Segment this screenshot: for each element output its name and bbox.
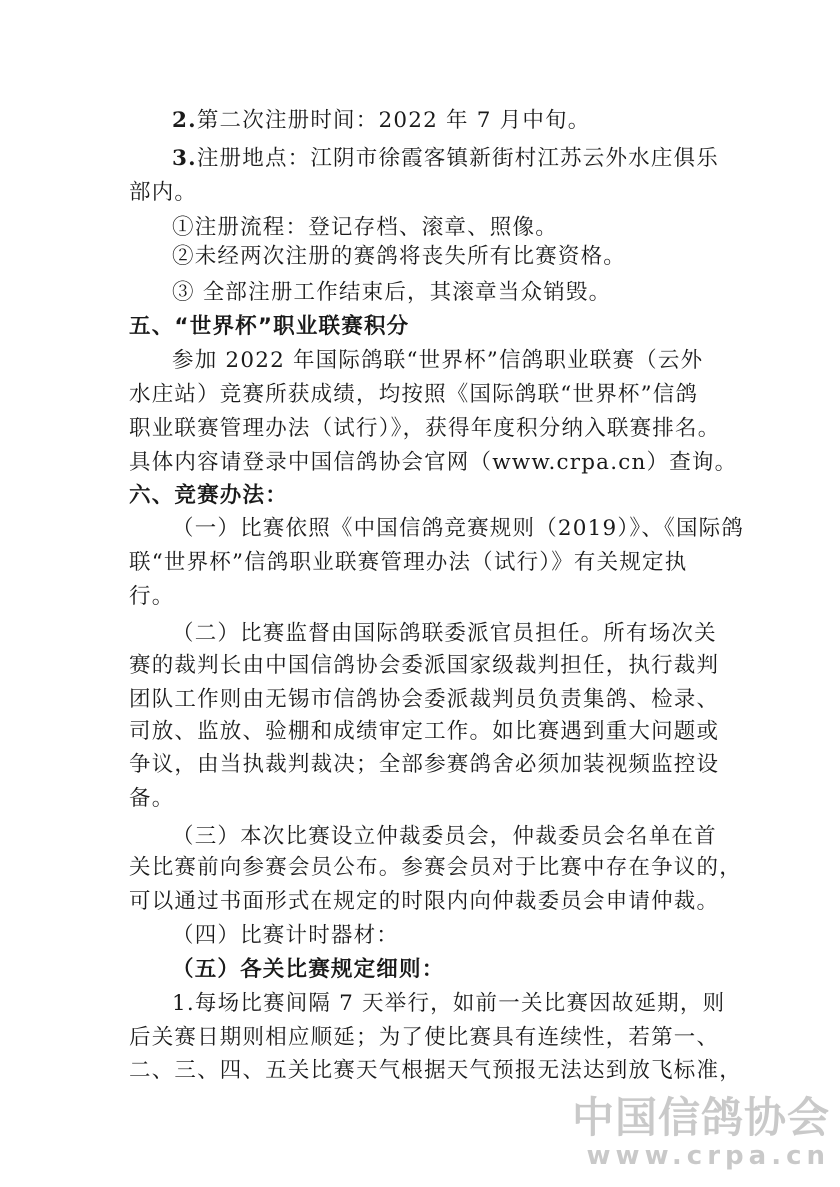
paragraph-line: 具体内容请登录中国信鸽协会官网（www.crpa.cn）查询。 xyxy=(129,450,738,475)
paragraph-line: 团队工作则由无锡市信鸽协会委派裁判员负责集鸽、检录、 xyxy=(129,687,720,712)
section-heading-six: 六、竞赛办法： xyxy=(129,483,288,508)
paragraph-line: （一）比赛依照《中国信鸽竞赛规则（2019）》、《国际鸽 xyxy=(172,516,745,541)
paragraph-line: 行。 xyxy=(129,584,175,609)
paragraph-line: 参加 2022 年国际鸽联“世界杯”信鸽职业联赛（云外 xyxy=(172,348,704,373)
registration-rule-line: ②未经两次注册的赛鸽将丧失所有比赛资格。 xyxy=(172,244,627,269)
paragraph-line: 赛的裁判长由中国信鸽协会委派国家级裁判担任，执行裁判 xyxy=(129,653,720,678)
registration-rule-line: ③ 全部注册工作结束后，其滚章当众销毁。 xyxy=(172,280,612,305)
paragraph-line: 职业联赛管理办法（试行）》，获得年度积分纳入联赛排名。 xyxy=(129,416,721,441)
paragraph-line: （二）比赛监督由国际鸽联委派官员担任。所有场次关 xyxy=(172,621,717,646)
paragraph-line: 联“世界杯”信鸽职业联赛管理办法（试行）》有关规定执 xyxy=(129,550,688,575)
paragraph-line: 水庄站）竞赛所获成绩，均按照《国际鸽联“世界杯”信鸽 xyxy=(129,382,699,407)
paragraph-line: 争议，由当执裁判裁决；全部参赛鸽舍必须加装视频监控设 xyxy=(129,752,720,777)
paragraph-line: 可以通过书面形式在规定的时限内向仲裁委员会申请仲裁。 xyxy=(129,889,720,914)
registration-location-line: 3.注册地点：江阴市徐霞客镇新街村江苏云外水庄俱乐 xyxy=(172,146,719,171)
subsection-line: （四）比赛计时器材： xyxy=(172,923,400,948)
registration-process-line: ①注册流程：登记存档、滚章、照像。 xyxy=(172,215,558,240)
watermark-title: 中国信鸽协会 xyxy=(571,1093,830,1142)
subsection-heading: （五）各关比赛规定细则： xyxy=(172,957,445,982)
paragraph-line: 部内。 xyxy=(129,180,198,205)
watermark-url: www.crpa.cn xyxy=(586,1141,830,1171)
paragraph-line: （三）本次比赛设立仲裁委员会，仲裁委员会名单在首 xyxy=(172,824,717,849)
watermark xyxy=(572,1095,830,1171)
section-heading-five: 五、“世界杯”职业联赛积分 xyxy=(129,314,410,339)
paragraph-line: 备。 xyxy=(129,786,175,811)
registration-time-line: 2.第二次注册时间：2022 年 7 月中旬。 xyxy=(172,108,591,133)
paragraph-line: 后关赛日期则相应顺延；为了使比赛具有连续性，若第一、 xyxy=(129,1025,720,1050)
paragraph-line: 关比赛前向参赛会员公布。参赛会员对于比赛中存在争议的， xyxy=(129,855,742,880)
paragraph-line: 二、三、四、五关比赛天气根据天气预报无法达到放飞标准， xyxy=(129,1058,742,1083)
paragraph-line: 司放、监放、验棚和成绩审定工作。如比赛遇到重大问题或 xyxy=(129,719,720,744)
paragraph-line: 1.每场比赛间隔 7 天举行，如前一关比赛因故延期，则 xyxy=(172,991,726,1016)
